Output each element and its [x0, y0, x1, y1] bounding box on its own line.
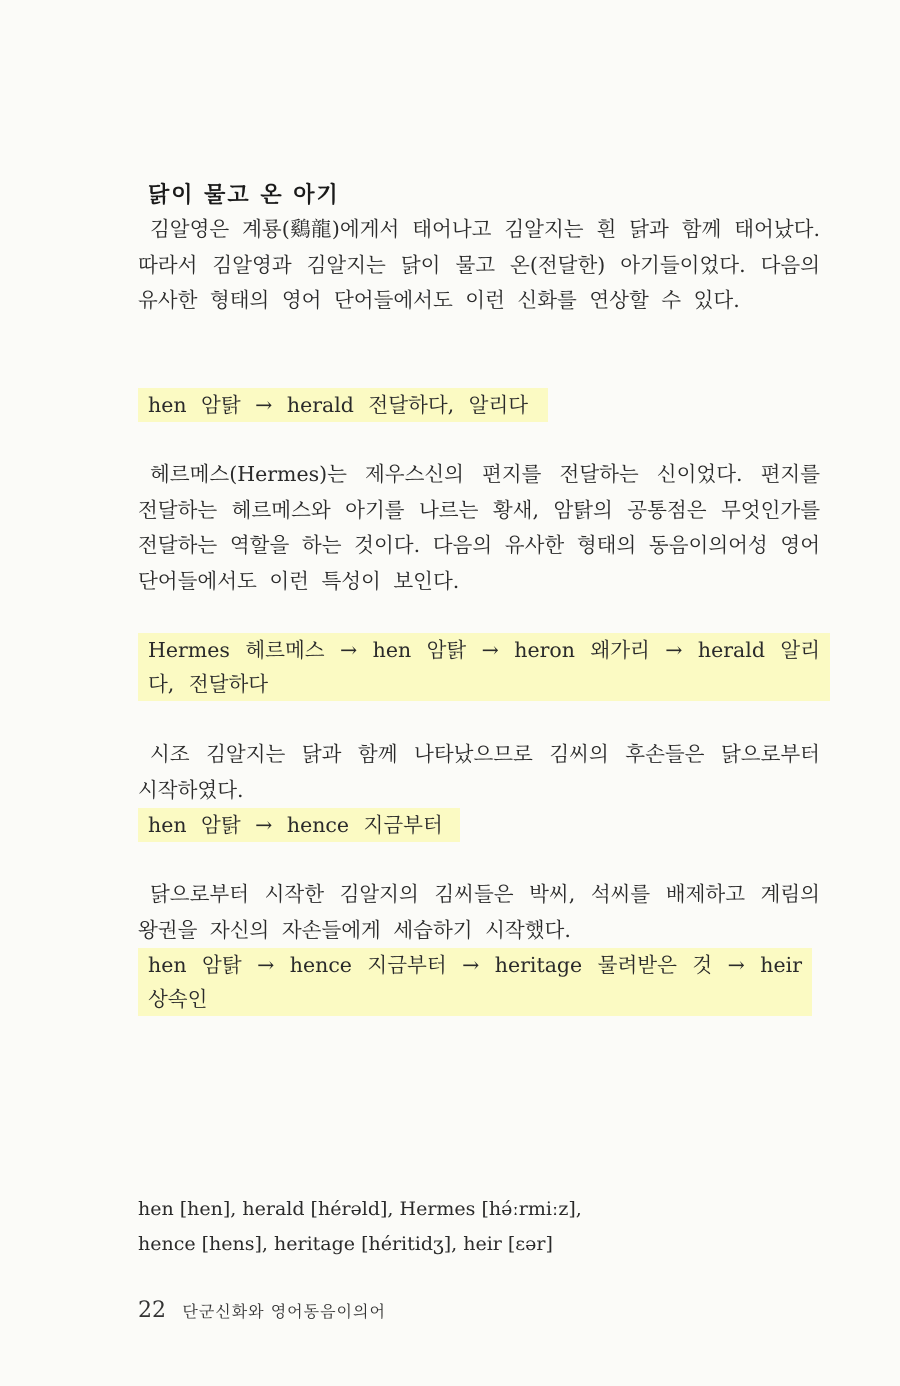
highlight-box-3: hen 암탉 → hence 지금부터	[138, 808, 460, 842]
highlight-box-4: hen 암탉 → hence 지금부터 → heritage 물려받은 것 → heir 상속인	[138, 948, 812, 1016]
pronunciation-note	[138, 1192, 582, 1262]
book-title: 단군신화와 영어동음이의어	[182, 1302, 386, 1321]
paragraph-2: 헤르메스(Hermes)는 제우스신의 편지를 전달하는 신이었다. 편지를 전달하는 헤르메스와 아기를 나르는 황새, 암탉의 공통점은 무엇인가를 전달하는 역할을 하는 것이다. 다음의 유사한 형태의 동음이의어성 영어 단어들에서도 이런 특성이 보인다.	[138, 462, 820, 593]
page-number: 22	[138, 1298, 166, 1323]
paragraph-3: 시조 김알지는 닭과 함께 나타났으므로 김씨의 후손들은 닭으로부터 시작하였다.	[138, 742, 820, 802]
highlight-box-1: hen 암탉 → herald 전달하다, 알리다	[138, 388, 548, 422]
page-footer	[138, 1298, 386, 1323]
pronunciation-line-1: hen [hen], herald [hérəld], Hermes [hə́ːrmiːz],	[138, 1198, 582, 1220]
paragraph-4: 닭으로부터 시작한 김알지의 김씨들은 박씨, 석씨를 배제하고 계림의 왕권을 자신의 자손들에게 세습하기 시작했다.	[138, 882, 820, 942]
paragraph-1: 김알영은 계룡(鷄龍)에게서 태어나고 김알지는 흰 닭과 함께 태어났다. 따라서 김알영과 김알지는 닭이 물고 온(전달한) 아기들이었다. 다음의 유사한 형태의 영어 단어들에서도 이런 신화를 연상할 수 있다.	[138, 217, 820, 312]
pronunciation-line-2: hence [hens], heritage [héritidʒ], heir [ɛər]	[138, 1233, 553, 1255]
highlight-box-2: Hermes 헤르메스 → hen 암탉 → heron 왜가리 → herald 알리다, 전달하다	[138, 633, 830, 701]
section-heading: 닭이 물고 온 아기	[148, 183, 340, 208]
